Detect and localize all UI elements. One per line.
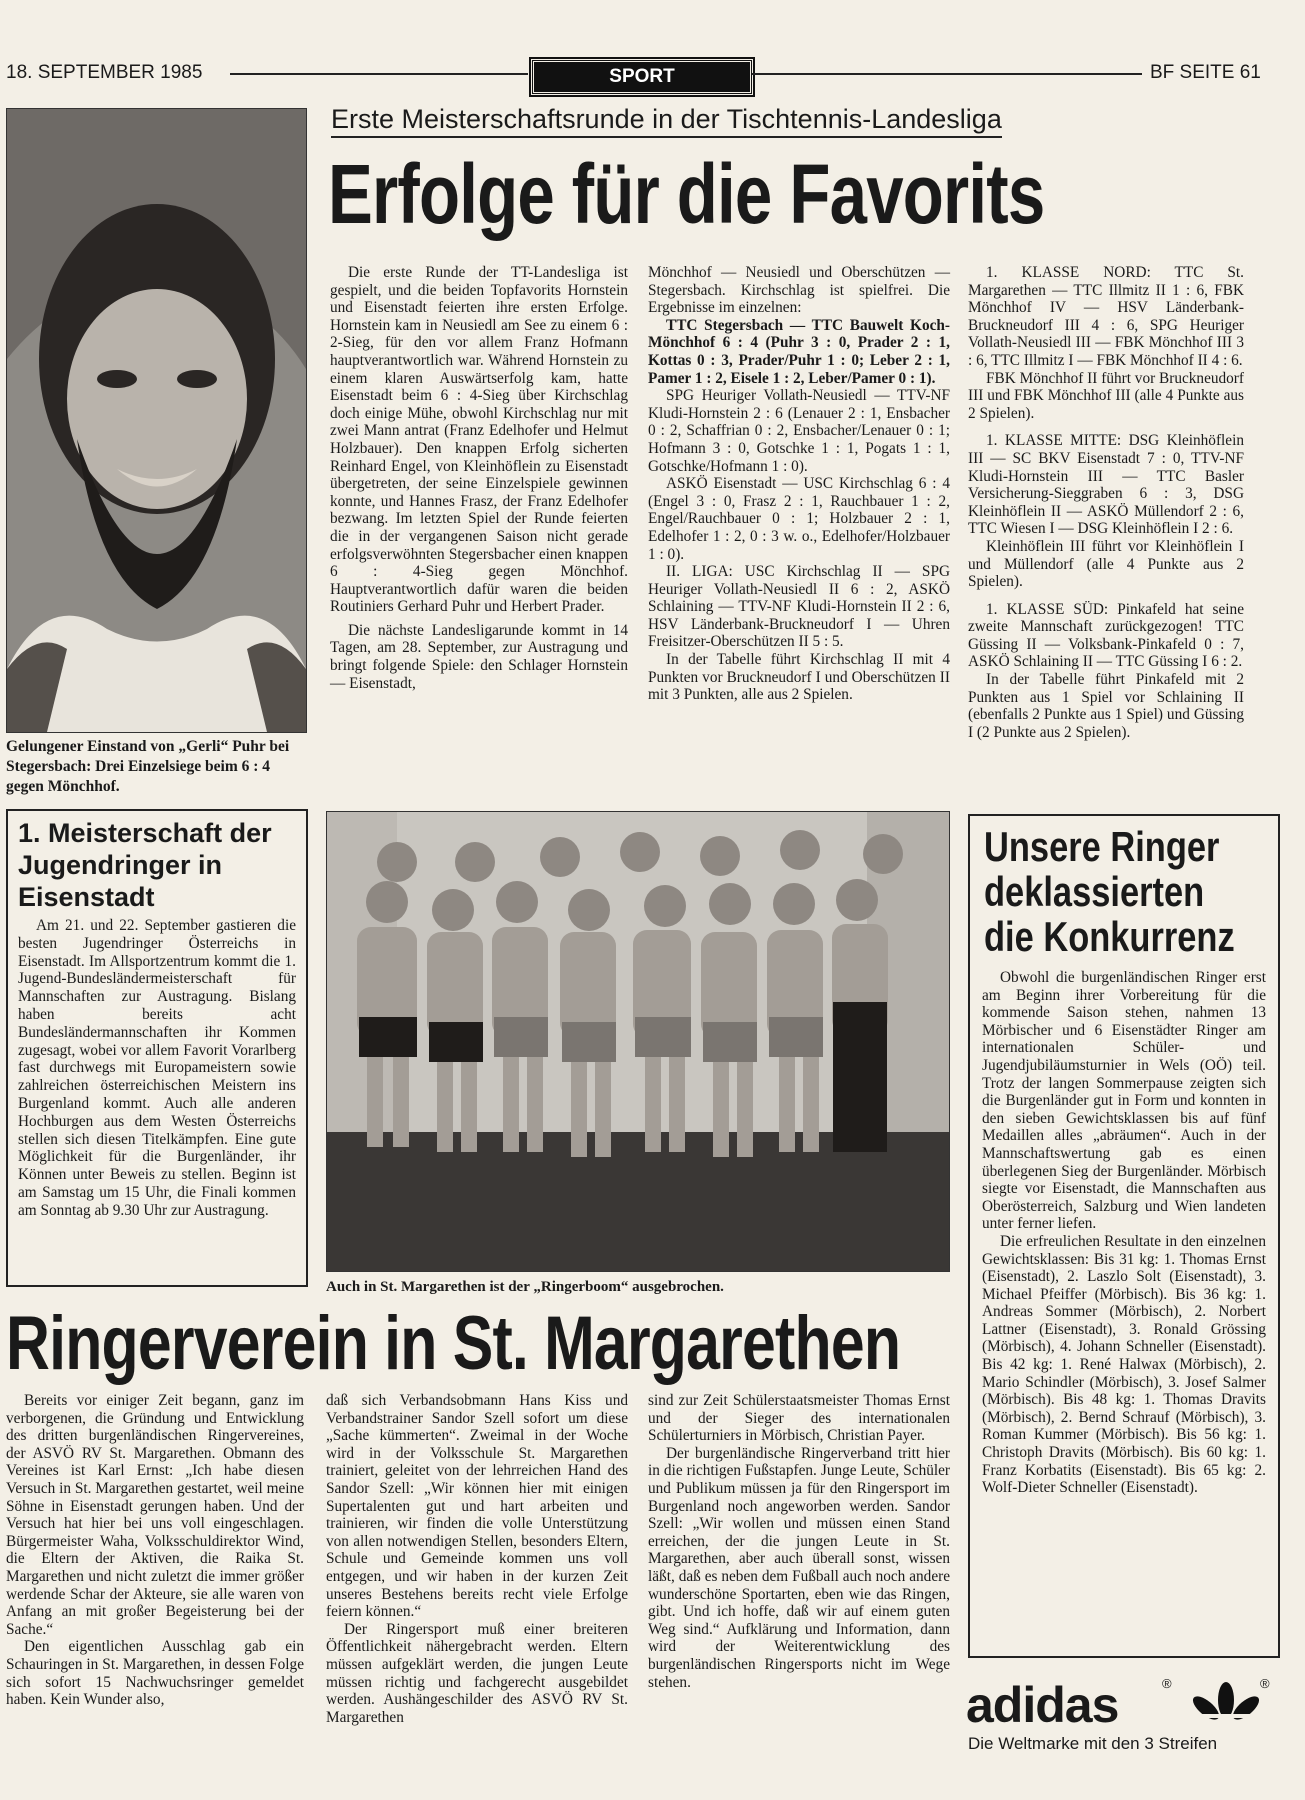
paragraph: In der Tabelle führt Pinkafeld mit 2 Punkten aus 1 Spiel vor Schlaining II (ebenfalls 2 Punkte aus 1 Spiel) und Güssing I (2 Punkte aus 2 Spielen). <box>968 671 1244 741</box>
box-body <box>8 915 306 1220</box>
header-rule-right <box>752 73 1142 75</box>
paragraph: Der burgenländische Ringerverband tritt hier in die richtigen Fußstapfen. Junge Leute, Schüler und Publikum müssen ja für den Ringersport im Burgenland noch angeworben werden. Sandor Szell: „Wir wollen und müssen einen Stand erreichen, der die jungen Leute in St. Margarethen, aber auch überall sonst, wissen läßt, daß es neben dem Fußball auch noch andere wunderschöne Sportarten, eben wie das Ringen, gibt. Und ich hoffe, daß wir auf einem guten Weg sind.“ Aufklärung und Information, dann wird der Weiterentwicklung des burgenländischen Ringersports nicht im Wege stehen. <box>648 1444 950 1691</box>
paragraph: Der Ringersport muß einer breiteren Öffentlichkeit nähergebracht werden. Eltern müssen aufgeklärt werden, die jungen Leute müssen richtig und fachgerecht ausgebildet werden. Aushängeschilder des ASVÖ RV St. Margarethen <box>326 1620 628 1726</box>
team-photo <box>326 811 950 1272</box>
result-heading: TTC Stegersbach — TTC Bauwelt Koch-Mönchhof 6 : 4 (Puhr 3 : 0, Prader 2 : 1, Kottas 0 : 3, Prader/Puhr 1 : 0; Leber 2 : 1, Pamer 1 : 2, Eisele 1 : 2, Leber/Pamer 0 : 1). <box>648 316 950 387</box>
article1-column-2 <box>648 264 950 704</box>
paragraph: daß sich Verbandsobmann Hans Kiss und Verbandstrainer Sandor Szell sofort um diese „Sache kümmerten“. Zweimal in der Woche wird in der Volksschule St. Margarethen trainiert, geleitet von der lehrreichen Hand des Sandor Szell: „Wir können hier mit einigen Supertalenten gut und hart arbeiten und trainieren, wir finden die volle Unterstützung von allen notwendigen Stellen, besonders Eltern, Schule und Gemeinde kommen uns voll entgegen, und wir haben in der kurzen Zeit unseres Bestehens bereits recht viele Erfolge feiern können.“ <box>326 1392 628 1621</box>
paragraph: 1. KLASSE MITTE: DSG Kleinhöflein III — SC BKV Eisenstadt 7 : 0, TTV-NF Kludi-Hornstein III — TTC Basler Versicherung-Sieggraben 6 : 3, DSG Kleinhöflein II — ASKÖ Müllendorf 2 : 6, TTC Wiesen I — DSG Kleinhöflein I 2 : 6. <box>968 432 1244 538</box>
header-rule-left <box>230 73 528 75</box>
paragraph: Kleinhöflein III führt vor Kleinhöflein I und Müllendorf (alle 4 Punkte aus 2 Spielen). <box>968 537 1244 591</box>
adidas-logo-text: adidas <box>966 1677 1119 1733</box>
paragraph: Mönchhof — Neusiedl und Oberschützen — Stegersbach. Kirchschlag ist spielfrei. Die Ergebnisse im einzelnen: <box>648 264 950 317</box>
registered-mark: ® <box>1162 1676 1172 1691</box>
section-label: SPORT <box>531 59 753 95</box>
article2-column-1 <box>6 1392 304 1709</box>
article-headline: Erfolge für die Favorits <box>328 147 1045 241</box>
paragraph: Die erfreulichen Resultate in den einzelnen Gewichtsklassen: Bis 31 kg: 1. Thomas Ernst (Eisenstadt), 2. Laszlo Solt (Eisenstadt), 3. Michael Pfeiffer (Mörbisch). Bis 36 kg: 1. Andreas Sommer (Mörbisch), 2. Norbert Lattner (Eisenstadt), 3. Ronald Grössing (Mörbisch), 4. Johann Schneller (Eisenstadt). Bis 42 kg: 1. René Halwax (Mörbisch), 2. Mario Schindler (Mörbisch), 3. Josef Salmer (Mörbisch). Bis 48 kg: 1. Thomas Dravits (Mörbisch), 2. Bernd Schrauf (Mörbisch), 3. Roman Kummer (Mörbisch). Bis 56 kg: 1. Christoph Dravits (Mörbisch). Bis 60 kg: 1. Franz Korbatits (Eisenstadt). Bis 65 kg: 2. Wolf-Dieter Schneller (Eisenstadt). <box>982 1232 1266 1497</box>
article2-headline: Ringerverein in St. Margarethen <box>6 1301 901 1386</box>
article2-column-3 <box>648 1392 950 1691</box>
paragraph: Bereits vor einiger Zeit begann, ganz im verborgenen, die Gründung und Entwicklung des dritten burgenländischen Ringervereines, der ASVÖ RV St. Margarethen. Obmann des Vereines ist Karl Ernst: „Ich habe diesen Versuch in St. Margarethen gestartet, weil meine Söhne in Eisenstadt gerungen haben. Und der Versuch hat hier bei uns voll eingeschlagen. Bürgermeister Waha, Volksschuldirektor Wind, die Eltern der Aktiven, die Raika St. Margarethen und nicht zuletzt die immer größer werdende Schar der Akteure, sie alle waren von Anfang an mit großer Begeisterung bei der Sache.“ <box>6 1392 304 1638</box>
article1-column-1 <box>330 264 628 692</box>
portrait-caption: Gelungener Einstand von „Gerli“ Puhr bei Stegersbach: Drei Einzelsiege beim 6 : 4 gegen Mönchhof. <box>6 738 290 795</box>
registered-mark-trefoil: ® <box>1260 1676 1270 1691</box>
issue-date: 18. SEPTEMBER 1985 <box>6 62 203 83</box>
paragraph: 1. KLASSE NORD: TTC St. Margarethen — TTC Illmitz II 1 : 6, FBK Mönchhof IV — HSV Länderbank-Bruckneudorf III 4 : 6, SPG Heuriger Vollath-Neusiedl III — FBK Mönchhof III 3 : 6, TTC Illmitz I — FBK Mönchhof II 4 : 6. <box>968 264 1244 369</box>
paragraph: ASKÖ Eisenstadt — USC Kirchschlag 6 : 4 (Engel 3 : 0, Frasz 2 : 1, Rauchbauer 1 : 2, Engel/Rauchbauer 0 : 1; Holzbauer 2 : 1, Edelhofer 1 : 2, 0 : 3 w. o., Edelhofer/Holzbauer 1 : 0). <box>648 475 950 563</box>
paragraph: sind zur Zeit Schülerstaatsmeister Thomas Ernst und der Sieger des internationalen Schülerturniers in Mörbisch, Christian Payer. <box>648 1392 950 1445</box>
paragraph: II. LIGA: USC Kirchschlag II — SPG Heuriger Vollath-Neusiedl II 6 : 2, ASKÖ Schlaining — TTV-NF Kludi-Hornstein II 2 : 6, HSV Länderbank-Bruckneudorf I — Uhren Freisitzer-Oberschützen II 5 : 5. <box>648 563 950 651</box>
box-title: 1. Meisterschaft der Jugendringer in Eisenstadt <box>18 818 272 912</box>
wrestlers-result-box <box>968 814 1280 1658</box>
paragraph: Am 21. und 22. September gastieren die besten Jugendringer Österreichs in Eisenstadt. Im Allsportzentrum kommt die 1. Jugend-Bundesländermeisterschaft für Mannschaften zur Austragung. Bislang haben bereits acht Bundesländermannschaften ihr Kommen zugesagt, wobei vor allem Favorit Vorarlberg fast durchwegs mit Europameistern sowie zahlreichen österreichischen Meistern ins Burgenland kommt. Auch alle anderen Hochburgen aus dem Westen Österreichs stellen sich diesen Titelkämpfen. Eine gute Möglichkeit für die Burgenländer, ihr Können unter Beweis zu stellen. Beginn ist am Samstag um 15 Uhr, die Finali kommen am Sonntag ab 9.30 Uhr zur Austragung. <box>18 917 296 1219</box>
adidas-tagline: Die Weltmarke mit den 3 Streifen <box>968 1734 1218 1753</box>
article2-column-2 <box>326 1392 628 1726</box>
box-body <box>970 959 1278 1497</box>
box-title: Unsere Ringer deklassierten die Konkurrenz <box>984 823 1235 960</box>
page-number: BF SEITE 61 <box>1150 62 1261 83</box>
paragraph: Die nächste Landesligarunde kommt in 14 Tagen, am 28. September, zur Austragung und bringt folgende Spiele: den Schlager Hornstein — Eisenstadt, <box>330 621 628 692</box>
paragraph: In der Tabelle führt Kirchschlag II mit 4 Punkten vor Bruckneudorf I und Oberschützen II mit 3 Punkten, alle aus 2 Spielen. <box>648 651 950 704</box>
paragraph: FBK Mönchhof II führt vor Bruckneudorf III und FBK Mönchhof III (alle 4 Punkte aus 2 Spielen). <box>968 369 1244 422</box>
article1-column-3 <box>968 264 1244 741</box>
team-photo-caption: Auch in St. Margarethen ist der „Ringerboom“ ausgebrochen. <box>326 1279 724 1295</box>
paragraph: Die erste Runde der TT-Landesliga ist gespielt, und die beiden Topfavorits Hornstein und Eisenstadt feierten ihre ersten Erfolge. Hornstein kam in Neusiedl am See zu einem 6 : 2-Sieg, für den vor allem Franz Hofmann hauptverantwortlich war. Während Hornstein zu einem klaren Auswärtserfolg kam, hatte Eisenstadt beim 6 : 4-Sieg über Kirchschlag doch einige Mühe, obwohl Kirchschlag nur mit zwei Mann antrat (Franz Edelhofer und Helmut Holzbauer). Den knappen Erfolg sicherten Reinhard Engel, von Kleinhöflein zu Eisenstadt übergetreten, der seine Einzelspiele gewinnen konnte, und Hannes Frasz, der Franz Edelhofer bezwang. Im letzten Spiel der Runde feierten die in der vergangenen Saison nicht gerade erfolgsverwöhnten Stegersbacher einen knappen 6 : 4-Sieg gegen Mönchhof. Hauptverantwortlich dafür waren die beiden Routiniers Gerhard Puhr und Herbert Prader. <box>330 264 628 616</box>
trefoil-icon <box>1188 1680 1264 1734</box>
article-kicker: Erste Meisterschaftsrunde in der Tischtennis-Landesliga <box>331 104 1002 138</box>
paragraph: Den eigentlichen Ausschlag gab ein Schauringen in St. Margarethen, in dessen Folge sich sofort 15 Nachwuchsringer gemeldet haben. Kein Wunder also, <box>6 1638 304 1709</box>
paragraph: 1. KLASSE SÜD: Pinkafeld hat seine zweite Mannschaft zurückgezogen! TTC Güssing II — Volksbank-Pinkafeld 0 : 7, ASKÖ Schlaining II — TTC Güssing I 6 : 2. <box>968 600 1244 671</box>
youth-wrestling-box <box>6 809 308 1287</box>
adidas-ad <box>966 1676 1276 1796</box>
team-illustration <box>327 812 949 1271</box>
paragraph: SPG Heuriger Vollath-Neusiedl — TTV-NF Kludi-Hornstein 2 : 6 (Lenauer 2 : 1, Ensbacher 0 : 2, Schaffrian 0 : 2, Ensbacher/Lenauer 0 : 1; Hofmann 3 : 0, Gotschke 1 : 1, Pogats 1 : 1, Gotschke/Hofmann 1 : 0). <box>648 387 950 475</box>
portrait-photo <box>6 108 307 733</box>
paragraph: Obwohl die burgenländischen Ringer erst am Beginn ihrer Vorbereitung für die kommende Saison stehen, nahmen 13 Mörbischer und 6 Eisenstädter Ringer am internationalen Schüler- und Jugendjubiläumsturnier in Wels (OÖ) teil. Trotz der langen Sommerpause zeigten sich die Burgenländer gut in Form und konnten in den sieben Gewichtsklassen bis auf fünf Medaillen alles „abräumen“. Auch in der Mannschaftswertung gab es einen überlegenen Sieg der Burgenländer. Mörbisch siegte vor Eisenstadt, die Mannschaften aus Oberösterreich, Salzburg und Wien landeten unter ferner liefen. <box>982 969 1266 1233</box>
portrait-illustration <box>7 109 306 732</box>
